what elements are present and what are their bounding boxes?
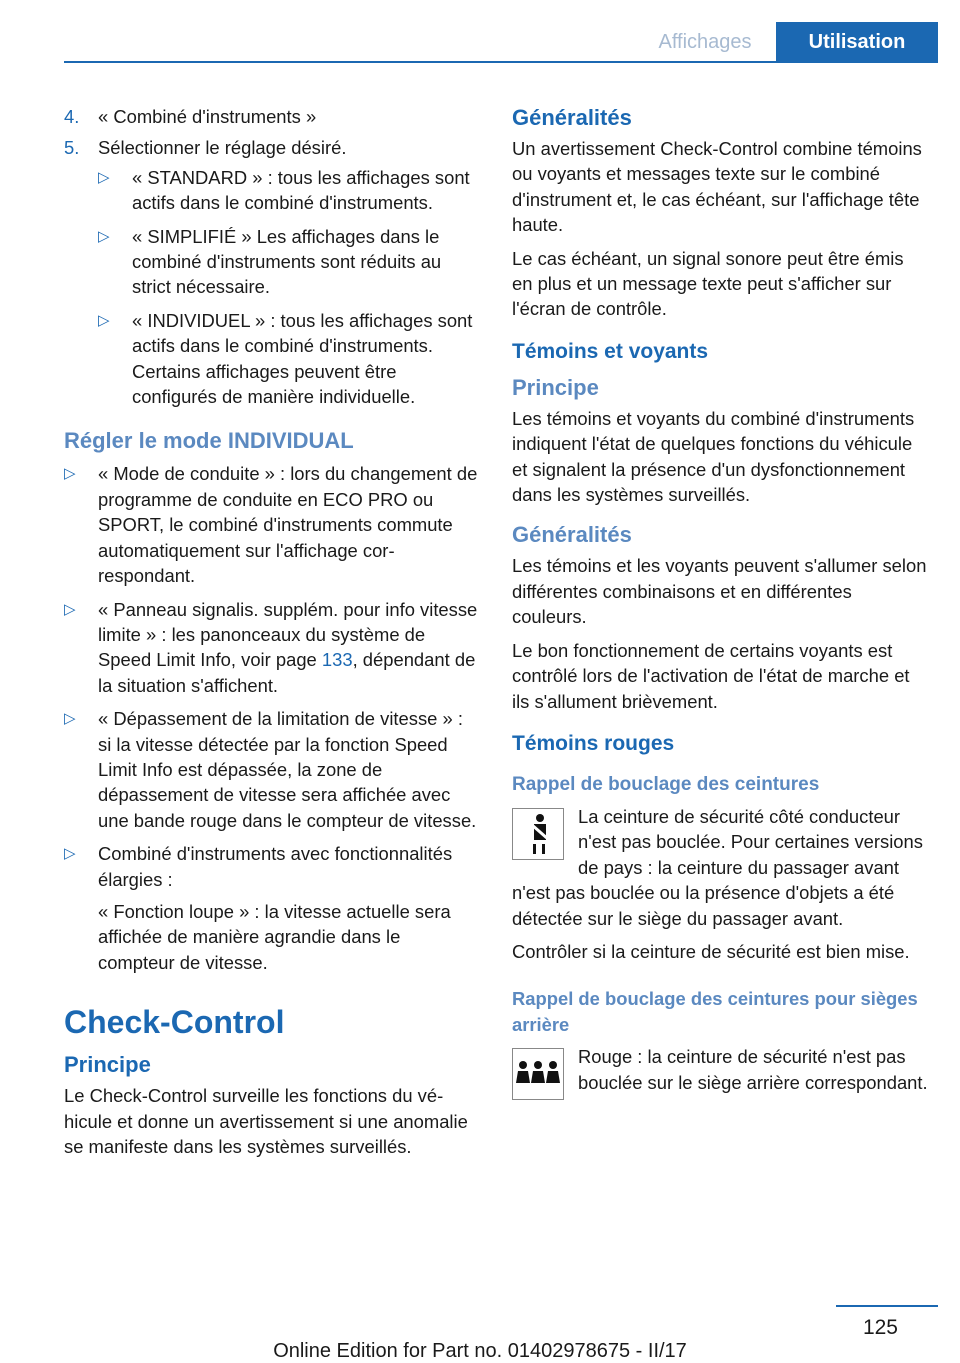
section-heading: Témoins rouges [512,731,675,755]
section-heading: Généralités [512,105,632,130]
list-item-text [98,597,480,699]
subsection-heading: Rappel de bouclage des ceintures pour sièges arrière [512,988,918,1036]
step-text: Sélectionner le réglage désiré. [98,137,347,159]
list-item-text: « Mode de conduite » : lors du changement de programme de conduite en ECO PRO ou SPORT, le combiné d'instruments commute automatiquement sur l'affichage correspondant. [98,463,478,587]
numbered-step [64,135,480,160]
seatbelt-driver-icon-graphic [518,812,558,856]
list-item-text: « Dépassement de la limitation de vitesse » : si la vitesse détectée par la fonction Speed Limit Info est dépassée, la zone de dépassement de vitesse sera affichée avec une bande rouge dans le compteur de vitesse. [98,708,477,831]
step-number: 4. [64,106,80,127]
rear-belt-block [512,1044,928,1104]
list-item [64,841,480,975]
section-heading: Principe [64,1052,151,1078]
right-column [512,104,928,1104]
list-item-text: Combiné d'instruments avec fonctionnalités élargies : [98,843,453,890]
list-item [64,597,480,699]
list-item [64,706,480,833]
page-link[interactable]: 133 [321,649,353,671]
list-item-text-part: , dépendant de la situation s'affichent. [98,649,476,696]
paragraph: Les témoins et voyants du combiné d'instruments indiquent l'état de quelques fonctions du véhicule et signalent la présence d'un dysfonctionnement dans les systèmes surveillés. [512,407,915,506]
belt-reminder-block [512,804,928,939]
triangle-bullet-icon: ▷ [98,168,110,186]
tab-utilisation[interactable]: Utilisation [776,22,938,62]
header-rule [64,61,938,63]
subsection-heading: Généralités [512,522,632,548]
paragraph: Le bon fonctionnement de certains voyants est contrôlé lors de l'activation de l'état de marche et ils s'allument brièvement. [512,639,910,712]
paragraph: Contrôler si la ceinture de sécurité est bien mise. [512,940,910,962]
rear-seatbelt-icon-graphic [515,1059,561,1089]
list-item-body [98,841,480,975]
section-heading: Régler le mode INDIVIDUAL [64,428,354,454]
list-item [98,165,480,216]
section-heading: Témoins et voyants [512,339,709,363]
triangle-bullet-icon: ▷ [64,465,76,483]
triangle-bullet-icon: ▷ [64,845,76,863]
paragraph: La ceinture de sécurité côté conducteur n'est pas bouclée. Pour certaines versions de pays : la ceinture du passager avant n'est pas bouclée ou la présence d'objets a été détectée sur le siège du passager avant. [512,805,923,929]
list-item-text-part: « Panneau signalis. supplém. pour info vitesse limite » : les panonceaux du système de Speed Limit Info, voir page [98,598,478,671]
paragraph: Rouge : la ceinture de sécurité n'est pas bouclée sur le siège arrière correspondant. [578,1046,928,1093]
footer-rule [836,1305,938,1307]
paragraph: Le Check-Control surveille les fonctions du véhicule et donne un avertissement si une anomalie se manifeste dans les systèmes surveillés. [64,1085,468,1157]
tab-affichages[interactable]: Affichages [658,30,752,53]
triangle-bullet-icon: ▷ [98,227,110,245]
mode-list [98,165,480,410]
left-column [64,104,480,1167]
list-item-text: « STANDARD » : tous les affichages sont actifs dans le combiné d'instruments. [132,166,470,214]
subsection-heading: Rappel de bouclage des ceintures [512,773,820,795]
list-item [64,461,480,588]
edition-footer: Online Edition for Part no. 01402978675 - II/17 [273,1340,687,1362]
header-tabs [634,22,938,62]
triangle-bullet-icon: ▷ [64,600,76,618]
rear-seatbelt-icon [512,1048,564,1100]
list-item [98,224,480,300]
chapter-title: Check-Control [64,1004,285,1041]
triangle-bullet-icon: ▷ [98,311,110,329]
paragraph: Le cas échéant, un signal sonore peut être émis en plus et un message texte peut s'afficher sur l'écran de contrôle. [512,247,904,320]
numbered-step [64,104,480,129]
subsection-heading: Principe [512,374,599,400]
step-text: « Combiné d'instruments » [98,106,317,127]
paragraph: Un avertissement Check-Control combine témoins ou voyants et messages texte sur le combiné d'instrument et, le cas échéant, sur l'affichage tête haute. [512,138,922,236]
paragraph: Les témoins et les voyants peuvent s'allumer selon différentes combinaisons et en différentes couleurs. [512,555,927,628]
triangle-bullet-icon: ▷ [64,710,76,728]
list-item-text: « INDIVIDUEL » : tous les affichages sont actifs dans le combiné d'instruments. Certains affichages peuvent être configurés de manière individuelle. [132,309,473,408]
list-item-text: « SIMPLIFIÉ » Les affichages dans le combiné d'instruments sont réduits au strict nécessaire. [132,225,442,298]
list-item [98,308,480,410]
seatbelt-driver-icon [512,808,564,860]
step-number: 5. [64,137,80,159]
list-item-text: « Fonction loupe » : la vitesse actuelle sera affichée de manière agrandie dans le compteur de vitesse. [98,900,451,973]
page-number: 125 [862,1316,898,1339]
